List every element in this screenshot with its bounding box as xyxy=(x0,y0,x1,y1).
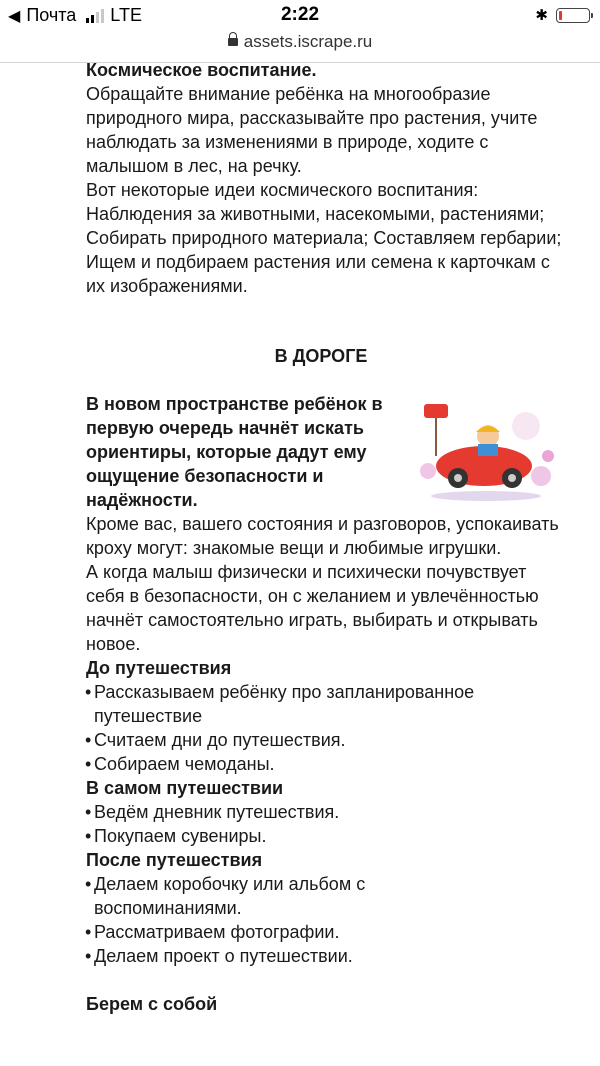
section-title: В ДОРОГЕ xyxy=(274,346,368,366)
battery-icon xyxy=(556,8,590,23)
list-item: • Рассматриваем фотографии. xyxy=(85,922,340,942)
back-label[interactable]: Почта xyxy=(26,5,77,25)
battery-fill xyxy=(559,11,562,20)
clock: 2:22 xyxy=(280,4,320,25)
paragraph-safety: А когда малыш физически и психически почувствует себя в безопасности, он с желанием и увлечённостью начнёт самостоятельно играть, выбирать и открывать новое. xyxy=(86,562,539,654)
during-list xyxy=(86,800,566,848)
paragraph-ideas: Вот некоторые идеи космического воспитания: Наблюдения за животными, насекомыми, растениями; Собирать природного материала; Составляем гербарии; Ищем и подбираем растения или семена к карточкам с их изображениями. xyxy=(86,180,562,296)
url-text[interactable]: assets.iscrape.ru xyxy=(243,32,373,51)
list-item: • Рассказываем ребёнку про запланированное путешествие xyxy=(85,682,475,726)
car-illustration xyxy=(416,396,556,506)
list-item: • Покупаем сувениры. xyxy=(85,826,267,846)
take-with-heading: Берем с собой xyxy=(86,994,218,1014)
url-bar[interactable] xyxy=(0,32,600,58)
before-list xyxy=(86,680,566,776)
before-heading: До путешествия xyxy=(86,658,232,678)
list-item: • Делаем проект о путешествии. xyxy=(85,946,353,966)
intro-bold-text: В новом пространстве ребёнок в первую очередь начнёт искать ориентиры, которые дадут ему ощущение безопасности и надёжности. xyxy=(86,394,383,510)
lock-icon xyxy=(228,38,238,46)
list-item: • Ведём дневник путешествия. xyxy=(85,802,340,822)
top-heading: Космическое воспитание. xyxy=(86,60,317,80)
status-bar xyxy=(0,0,600,32)
after-list xyxy=(86,872,566,968)
after-heading: После путешествия xyxy=(86,850,263,870)
list-item: • Считаем дни до путешествия. xyxy=(85,730,346,750)
network-label: LTE xyxy=(110,5,142,25)
intro-block xyxy=(86,392,566,512)
list-item: • Собираем чемоданы. xyxy=(85,754,275,774)
article xyxy=(86,58,566,1016)
paragraph-nature: Обращайте внимание ребёнка на многообразие природного мира, рассказывайте про растения, учите наблюдать за изменениями в природе, ходите с малышом в лес, на речку. xyxy=(86,84,538,176)
paragraph-comfort: Кроме вас, вашего состояния и разговоров, успокаивать кроху могут: знакомые вещи и любимые игрушки. xyxy=(86,514,559,558)
back-arrow-icon[interactable]: ◀ xyxy=(8,7,21,25)
bluetooth-icon: ✱ xyxy=(535,7,548,24)
during-heading: В самом путешествии xyxy=(86,778,284,798)
list-item: • Делаем коробочку или альбом с воспоминаниями. xyxy=(85,874,366,918)
